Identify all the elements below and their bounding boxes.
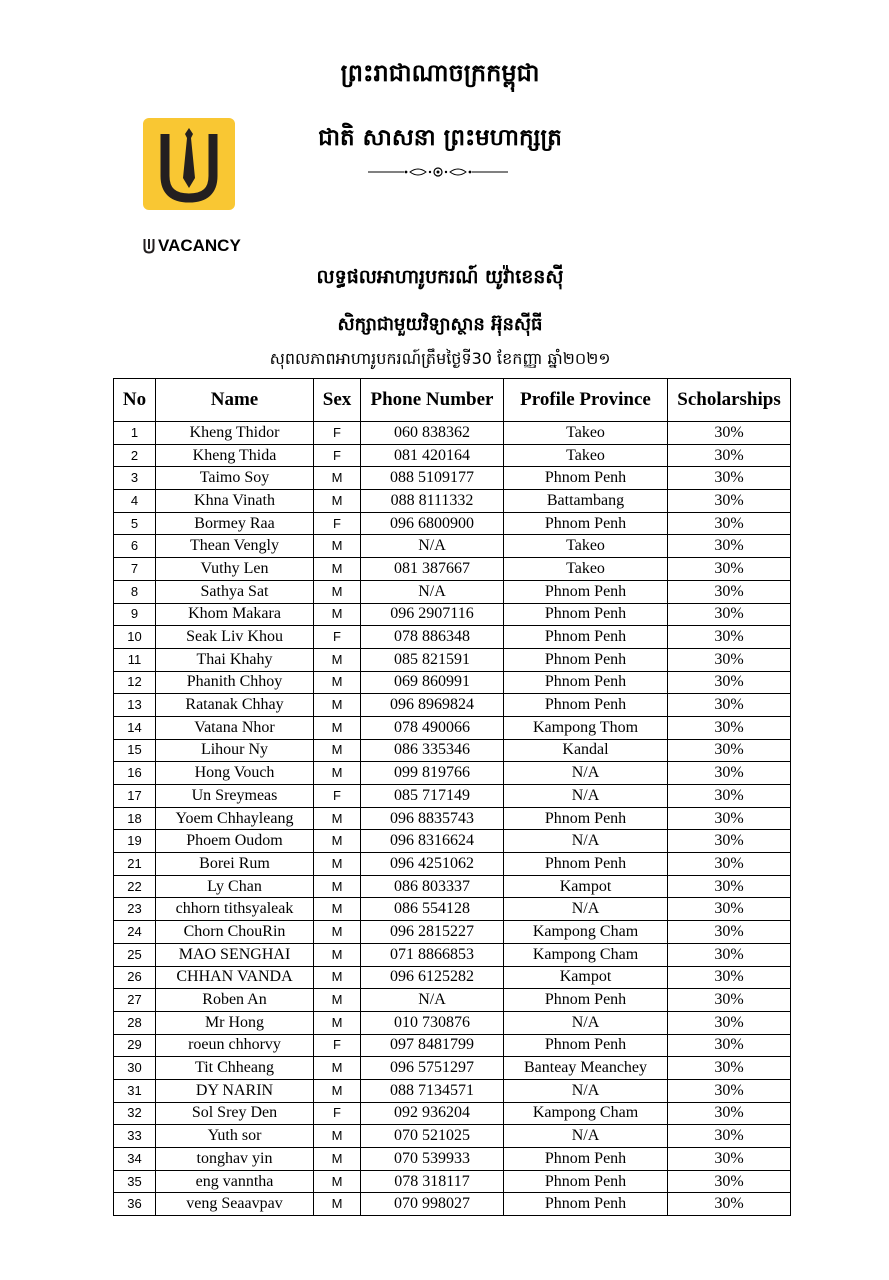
cell-province: Takeo — [504, 422, 668, 445]
cell-no: 31 — [114, 1079, 156, 1102]
table-row — [114, 648, 791, 671]
logo-wordmark — [143, 235, 243, 257]
cell-name: Kheng Thida — [156, 444, 314, 467]
cell-province: Kampong Cham — [504, 943, 668, 966]
cell-no: 36 — [114, 1193, 156, 1216]
table-row — [114, 921, 791, 944]
cell-phone: 086 335346 — [361, 739, 504, 762]
divider-ornament-icon — [368, 164, 508, 180]
cell-province: Phnom Penh — [504, 1148, 668, 1171]
cell-name: Ly Chan — [156, 875, 314, 898]
table-body — [114, 422, 791, 1216]
cell-sex: M — [314, 1148, 361, 1171]
cell-name: Tit Chheang — [156, 1057, 314, 1080]
cell-province: Phnom Penh — [504, 1170, 668, 1193]
cell-sex: F — [314, 785, 361, 808]
cell-scholarship: 30% — [668, 785, 791, 808]
cell-phone: 096 2815227 — [361, 921, 504, 944]
cell-sex: M — [314, 648, 361, 671]
cell-name: chhorn tithsyaleak — [156, 898, 314, 921]
cell-phone: 096 2907116 — [361, 603, 504, 626]
cell-scholarship: 30% — [668, 1125, 791, 1148]
cell-no: 27 — [114, 989, 156, 1012]
cell-province: Kampong Thom — [504, 716, 668, 739]
cell-province: Phnom Penh — [504, 807, 668, 830]
cell-province: N/A — [504, 830, 668, 853]
table-row — [114, 853, 791, 876]
cell-sex: M — [314, 694, 361, 717]
national-motto: ជាតិ សាសនា ព្រះមហាក្សត្រ — [318, 125, 562, 151]
cell-name: veng Seaavpav — [156, 1193, 314, 1216]
cell-name: tonghav yin — [156, 1148, 314, 1171]
table-row — [114, 512, 791, 535]
cell-phone: 086 554128 — [361, 898, 504, 921]
cell-scholarship: 30% — [668, 1170, 791, 1193]
cell-no: 4 — [114, 490, 156, 513]
cell-phone: 070 998027 — [361, 1193, 504, 1216]
kingdom-title: ព្រះរាជាណាចក្រកម្ពុជា — [340, 59, 540, 87]
cell-province: Phnom Penh — [504, 467, 668, 490]
cell-scholarship: 30% — [668, 671, 791, 694]
cell-phone: 096 8969824 — [361, 694, 504, 717]
cell-no: 8 — [114, 580, 156, 603]
table-row — [114, 1193, 791, 1216]
cell-province: N/A — [504, 1079, 668, 1102]
cell-no: 12 — [114, 671, 156, 694]
cell-no: 34 — [114, 1148, 156, 1171]
cell-scholarship: 30% — [668, 739, 791, 762]
table-row — [114, 422, 791, 445]
cell-name: Vuthy Len — [156, 558, 314, 581]
cell-phone: 070 539933 — [361, 1148, 504, 1171]
cell-sex: F — [314, 422, 361, 445]
cell-scholarship: 30% — [668, 1011, 791, 1034]
cell-scholarship: 30% — [668, 490, 791, 513]
cell-name: Mr Hong — [156, 1011, 314, 1034]
table-row — [114, 762, 791, 785]
cell-name: Kheng Thidor — [156, 422, 314, 445]
cell-phone: 088 5109177 — [361, 467, 504, 490]
cell-name: Roben An — [156, 989, 314, 1012]
cell-province: Phnom Penh — [504, 580, 668, 603]
cell-scholarship: 30% — [668, 535, 791, 558]
cell-sex: M — [314, 1079, 361, 1102]
table-row — [114, 1079, 791, 1102]
table-row — [114, 989, 791, 1012]
cell-province: Phnom Penh — [504, 603, 668, 626]
cell-province: N/A — [504, 898, 668, 921]
cell-phone: 078 490066 — [361, 716, 504, 739]
cell-scholarship: 30% — [668, 1034, 791, 1057]
cell-sex: F — [314, 1034, 361, 1057]
cell-no: 3 — [114, 467, 156, 490]
cell-province: Phnom Penh — [504, 671, 668, 694]
cell-sex: M — [314, 716, 361, 739]
table-row — [114, 444, 791, 467]
cell-phone: 069 860991 — [361, 671, 504, 694]
cell-name: DY NARIN — [156, 1079, 314, 1102]
cell-phone: 096 8316624 — [361, 830, 504, 853]
cell-province: Kampong Cham — [504, 1102, 668, 1125]
cell-sex: M — [314, 739, 361, 762]
cell-scholarship: 30% — [668, 853, 791, 876]
table-row — [114, 1102, 791, 1125]
cell-province: Phnom Penh — [504, 626, 668, 649]
cell-sex: M — [314, 898, 361, 921]
cell-province: Phnom Penh — [504, 1034, 668, 1057]
cell-scholarship: 30% — [668, 648, 791, 671]
cell-phone: 096 5751297 — [361, 1057, 504, 1080]
validity-note: សុពលភាពអាហារូបករណ៍ត្រឹមថ្ងៃទី30 ខែកញ្ញា ឆ្នាំ២០២១ — [269, 349, 611, 368]
cell-province: Takeo — [504, 535, 668, 558]
cell-name: Khna Vinath — [156, 490, 314, 513]
cell-scholarship: 30% — [668, 603, 791, 626]
cell-name: Thai Khahy — [156, 648, 314, 671]
cell-no: 25 — [114, 943, 156, 966]
cell-sex: M — [314, 943, 361, 966]
cell-scholarship: 30% — [668, 1079, 791, 1102]
header-no: No — [114, 379, 156, 422]
cell-name: Borei Rum — [156, 853, 314, 876]
table-row — [114, 671, 791, 694]
cell-province: Banteay Meanchey — [504, 1057, 668, 1080]
cell-sex: M — [314, 1011, 361, 1034]
cell-phone: 085 821591 — [361, 648, 504, 671]
cell-province: Takeo — [504, 558, 668, 581]
cell-phone: 078 318117 — [361, 1170, 504, 1193]
cell-phone: 078 886348 — [361, 626, 504, 649]
cell-scholarship: 30% — [668, 626, 791, 649]
cell-no: 30 — [114, 1057, 156, 1080]
cell-scholarship: 30% — [668, 830, 791, 853]
cell-sex: M — [314, 853, 361, 876]
cell-name: Yoem Chhayleang — [156, 807, 314, 830]
cell-sex: M — [314, 966, 361, 989]
cell-phone: 081 387667 — [361, 558, 504, 581]
table-row — [114, 535, 791, 558]
cell-scholarship: 30% — [668, 444, 791, 467]
cell-no: 5 — [114, 512, 156, 535]
cell-scholarship: 30% — [668, 898, 791, 921]
table-row — [114, 1125, 791, 1148]
table-row — [114, 1011, 791, 1034]
cell-sex: M — [314, 1170, 361, 1193]
cell-sex: F — [314, 444, 361, 467]
result-title: លទ្ធផលអាហារូបករណ៍ យូវ៉ាខេនស៊ី — [316, 266, 564, 288]
cell-no: 35 — [114, 1170, 156, 1193]
cell-phone: 071 8866853 — [361, 943, 504, 966]
table-row — [114, 558, 791, 581]
cell-name: Phoem Oudom — [156, 830, 314, 853]
cell-no: 10 — [114, 626, 156, 649]
cell-no: 16 — [114, 762, 156, 785]
cell-name: Vatana Nhor — [156, 716, 314, 739]
header-phone: Phone Number — [361, 379, 504, 422]
cell-no: 19 — [114, 830, 156, 853]
cell-province: N/A — [504, 1011, 668, 1034]
cell-phone: 010 730876 — [361, 1011, 504, 1034]
table-row — [114, 966, 791, 989]
cell-sex: M — [314, 490, 361, 513]
cell-sex: M — [314, 1125, 361, 1148]
cell-no: 15 — [114, 739, 156, 762]
cell-province: Phnom Penh — [504, 694, 668, 717]
cell-scholarship: 30% — [668, 1102, 791, 1125]
cell-name: Yuth sor — [156, 1125, 314, 1148]
table-row — [114, 490, 791, 513]
table-row — [114, 467, 791, 490]
cell-no: 32 — [114, 1102, 156, 1125]
cell-province: Phnom Penh — [504, 989, 668, 1012]
table-row — [114, 785, 791, 808]
cell-no: 21 — [114, 853, 156, 876]
cell-phone: N/A — [361, 535, 504, 558]
table-row — [114, 807, 791, 830]
cell-sex: M — [314, 807, 361, 830]
cell-scholarship: 30% — [668, 875, 791, 898]
table-row — [114, 1057, 791, 1080]
cell-phone: 088 8111332 — [361, 490, 504, 513]
header-name: Name — [156, 379, 314, 422]
cell-name: Seak Liv Khou — [156, 626, 314, 649]
header-scholarships: Scholarships — [668, 379, 791, 422]
header-sex: Sex — [314, 379, 361, 422]
cell-sex: M — [314, 762, 361, 785]
cell-sex: F — [314, 512, 361, 535]
table-row — [114, 1034, 791, 1057]
cell-name: Lihour Ny — [156, 739, 314, 762]
cell-province: Phnom Penh — [504, 853, 668, 876]
cell-no: 26 — [114, 966, 156, 989]
cell-phone: N/A — [361, 580, 504, 603]
cell-scholarship: 30% — [668, 807, 791, 830]
cell-no: 2 — [114, 444, 156, 467]
cell-no: 17 — [114, 785, 156, 808]
cell-scholarship: 30% — [668, 467, 791, 490]
cell-name: Thean Vengly — [156, 535, 314, 558]
cell-sex: M — [314, 467, 361, 490]
cell-province: Kampot — [504, 966, 668, 989]
cell-phone: 096 6125282 — [361, 966, 504, 989]
cell-province: Kampong Cham — [504, 921, 668, 944]
cell-name: Hong Vouch — [156, 762, 314, 785]
table-row — [114, 603, 791, 626]
table-row — [114, 830, 791, 853]
cell-scholarship: 30% — [668, 762, 791, 785]
cell-no: 9 — [114, 603, 156, 626]
cell-province: N/A — [504, 1125, 668, 1148]
cell-name: Khom Makara — [156, 603, 314, 626]
table-row — [114, 898, 791, 921]
cell-name: Bormey Raa — [156, 512, 314, 535]
cell-sex: M — [314, 921, 361, 944]
cell-scholarship: 30% — [668, 694, 791, 717]
table-row — [114, 875, 791, 898]
cell-province: Kandal — [504, 739, 668, 762]
cell-scholarship: 30% — [668, 989, 791, 1012]
cell-phone: 088 7134571 — [361, 1079, 504, 1102]
cell-scholarship: 30% — [668, 921, 791, 944]
cell-sex: M — [314, 603, 361, 626]
cell-sex: M — [314, 1193, 361, 1216]
cell-sex: M — [314, 875, 361, 898]
cell-phone: 096 8835743 — [361, 807, 504, 830]
table-row — [114, 716, 791, 739]
cell-phone: N/A — [361, 989, 504, 1012]
cell-sex: M — [314, 671, 361, 694]
cell-phone: 070 521025 — [361, 1125, 504, 1148]
cell-province: Phnom Penh — [504, 512, 668, 535]
cell-sex: M — [314, 535, 361, 558]
cell-no: 28 — [114, 1011, 156, 1034]
cell-phone: 060 838362 — [361, 422, 504, 445]
cell-scholarship: 30% — [668, 580, 791, 603]
cell-sex: M — [314, 1057, 361, 1080]
cell-province: Phnom Penh — [504, 648, 668, 671]
cell-province: Takeo — [504, 444, 668, 467]
cell-phone: 085 717149 — [361, 785, 504, 808]
cell-sex: F — [314, 1102, 361, 1125]
logo-wordmark-text: VACANCY — [158, 236, 241, 255]
cell-no: 7 — [114, 558, 156, 581]
table-row — [114, 580, 791, 603]
scholarship-table — [113, 378, 791, 1216]
cell-name: Ratanak Chhay — [156, 694, 314, 717]
cell-scholarship: 30% — [668, 558, 791, 581]
cell-name: Taimo Soy — [156, 467, 314, 490]
cell-phone: 081 420164 — [361, 444, 504, 467]
cell-phone: 092 936204 — [361, 1102, 504, 1125]
cell-scholarship: 30% — [668, 1057, 791, 1080]
cell-province: Battambang — [504, 490, 668, 513]
cell-province: N/A — [504, 785, 668, 808]
cell-scholarship: 30% — [668, 512, 791, 535]
header-province: Profile Province — [504, 379, 668, 422]
cell-phone: 096 4251062 — [361, 853, 504, 876]
cell-name: CHHAN VANDA — [156, 966, 314, 989]
school-name: សិក្សាជាមួយវិទ្យាស្ថាន អ៊ុនស៊ី‌ធី — [337, 314, 543, 335]
cell-no: 24 — [114, 921, 156, 944]
cell-no: 6 — [114, 535, 156, 558]
cell-scholarship: 30% — [668, 422, 791, 445]
cell-no: 33 — [114, 1125, 156, 1148]
cell-province: Phnom Penh — [504, 1193, 668, 1216]
cell-name: eng vanntha — [156, 1170, 314, 1193]
cell-no: 13 — [114, 694, 156, 717]
cell-no: 14 — [114, 716, 156, 739]
table-row — [114, 943, 791, 966]
cell-name: Un Sreymeas — [156, 785, 314, 808]
cell-name: MAO SENGHAI — [156, 943, 314, 966]
cell-phone: 099 819766 — [361, 762, 504, 785]
table-row — [114, 739, 791, 762]
cell-scholarship: 30% — [668, 966, 791, 989]
cell-name: Chorn ChouRin — [156, 921, 314, 944]
cell-sex: M — [314, 558, 361, 581]
cell-no: 1 — [114, 422, 156, 445]
cell-no: 18 — [114, 807, 156, 830]
table-row — [114, 694, 791, 717]
cell-phone: 097 8481799 — [361, 1034, 504, 1057]
cell-name: Sol Srey Den — [156, 1102, 314, 1125]
cell-name: Sathya Sat — [156, 580, 314, 603]
cell-phone: 086 803337 — [361, 875, 504, 898]
logo-small-u-icon — [143, 238, 155, 254]
cell-scholarship: 30% — [668, 1148, 791, 1171]
cell-sex: M — [314, 989, 361, 1012]
cell-name: roeun chhorvy — [156, 1034, 314, 1057]
cell-scholarship: 30% — [668, 716, 791, 739]
cell-scholarship: 30% — [668, 1193, 791, 1216]
cell-province: Kampot — [504, 875, 668, 898]
cell-name: Phanith Chhoy — [156, 671, 314, 694]
cell-sex: M — [314, 580, 361, 603]
cell-phone: 096 6800900 — [361, 512, 504, 535]
cell-sex: F — [314, 626, 361, 649]
cell-scholarship: 30% — [668, 943, 791, 966]
table-row — [114, 1170, 791, 1193]
table-row — [114, 626, 791, 649]
cell-no: 23 — [114, 898, 156, 921]
cell-no: 11 — [114, 648, 156, 671]
cell-no: 29 — [114, 1034, 156, 1057]
cell-no: 22 — [114, 875, 156, 898]
table-row — [114, 1148, 791, 1171]
table-header-row — [114, 379, 791, 422]
cell-province: N/A — [504, 762, 668, 785]
cell-sex: M — [314, 830, 361, 853]
